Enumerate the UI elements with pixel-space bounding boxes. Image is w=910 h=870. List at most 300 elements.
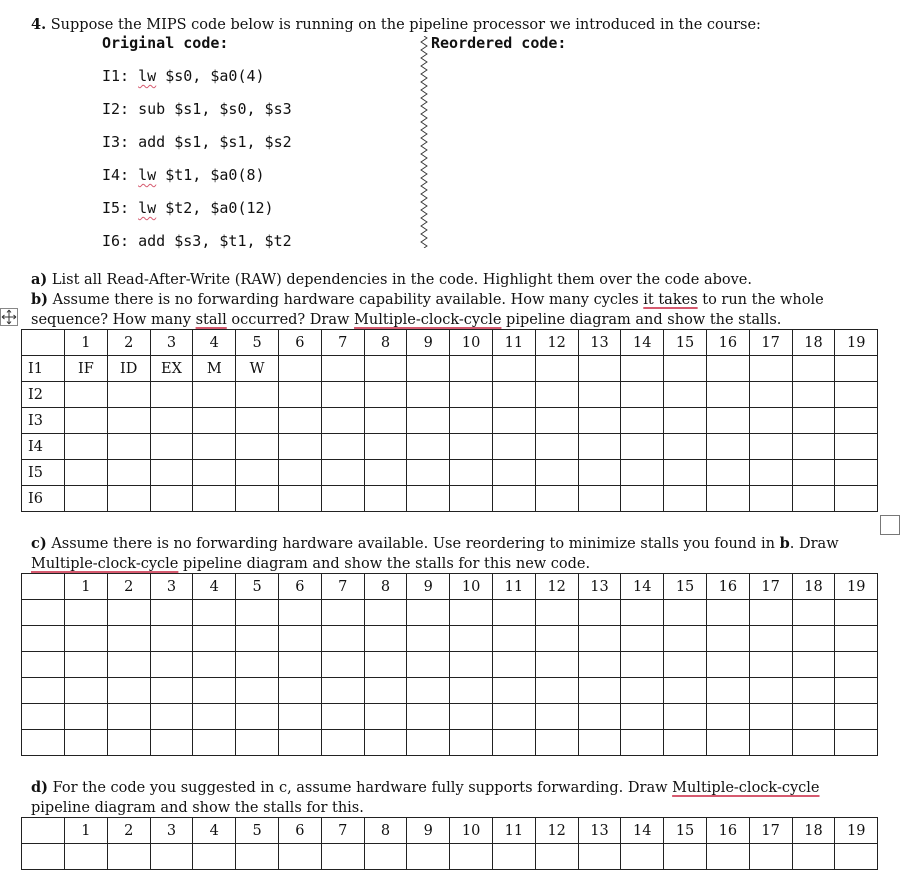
stage-cell[interactable]: [664, 678, 707, 704]
stage-cell[interactable]: [107, 486, 150, 512]
stage-cell[interactable]: [364, 382, 407, 408]
stage-cell[interactable]: [664, 730, 707, 756]
instruction-label-cell[interactable]: I6: [22, 486, 65, 512]
stage-cell[interactable]: [578, 678, 621, 704]
cycle-header-cell[interactable]: 18: [792, 330, 835, 356]
stage-cell[interactable]: [835, 704, 878, 730]
instruction-label-cell[interactable]: I2: [22, 382, 65, 408]
stage-cell[interactable]: [364, 678, 407, 704]
stage-cell[interactable]: [492, 486, 535, 512]
stage-cell[interactable]: [535, 486, 578, 512]
stage-cell[interactable]: [535, 704, 578, 730]
stage-cell[interactable]: [364, 626, 407, 652]
stage-cell[interactable]: W: [236, 356, 279, 382]
stage-cell[interactable]: [492, 678, 535, 704]
stage-cell[interactable]: [107, 704, 150, 730]
stage-cell[interactable]: [450, 434, 493, 460]
stage-cell[interactable]: [749, 626, 792, 652]
stage-cell[interactable]: [321, 356, 364, 382]
stage-cell[interactable]: [706, 486, 749, 512]
stage-cell[interactable]: [792, 704, 835, 730]
stage-cell[interactable]: [236, 408, 279, 434]
stage-cell[interactable]: [621, 486, 664, 512]
stage-cell[interactable]: [150, 408, 193, 434]
cycle-header-cell[interactable]: 19: [835, 818, 878, 844]
cycle-header-cell[interactable]: 1: [65, 574, 108, 600]
cycle-header-cell[interactable]: 10: [450, 818, 493, 844]
stage-cell[interactable]: [835, 382, 878, 408]
cycle-header-cell[interactable]: 17: [749, 818, 792, 844]
stage-cell[interactable]: [193, 434, 236, 460]
stage-cell[interactable]: [107, 626, 150, 652]
stage-cell[interactable]: [835, 626, 878, 652]
cycle-header-cell[interactable]: 8: [364, 574, 407, 600]
stage-cell[interactable]: [407, 626, 450, 652]
stage-cell[interactable]: [835, 730, 878, 756]
stage-cell[interactable]: [621, 434, 664, 460]
stage-cell[interactable]: [792, 652, 835, 678]
stage-cell[interactable]: [792, 844, 835, 870]
cycle-header-cell[interactable]: 8: [364, 818, 407, 844]
stage-cell[interactable]: [450, 356, 493, 382]
stage-cell[interactable]: [65, 704, 108, 730]
stage-cell[interactable]: [107, 434, 150, 460]
cycle-header-cell[interactable]: 4: [193, 574, 236, 600]
stage-cell[interactable]: [621, 460, 664, 486]
stage-cell[interactable]: [664, 460, 707, 486]
instruction-label-cell[interactable]: [22, 844, 65, 870]
instruction-label-cell[interactable]: [22, 600, 65, 626]
stage-cell[interactable]: [664, 844, 707, 870]
stage-cell[interactable]: [706, 356, 749, 382]
instruction-label-cell[interactable]: [22, 730, 65, 756]
stage-cell[interactable]: [578, 356, 621, 382]
stage-cell[interactable]: [236, 626, 279, 652]
stage-cell[interactable]: [236, 704, 279, 730]
stage-cell[interactable]: [492, 460, 535, 486]
stage-cell[interactable]: [492, 600, 535, 626]
cycle-header-cell[interactable]: 15: [664, 574, 707, 600]
cycle-header-cell[interactable]: 12: [535, 818, 578, 844]
cycle-header-cell[interactable]: 1: [65, 818, 108, 844]
stage-cell[interactable]: [792, 678, 835, 704]
stage-cell[interactable]: EX: [150, 356, 193, 382]
stage-cell[interactable]: [278, 626, 321, 652]
stage-cell[interactable]: [278, 678, 321, 704]
stage-cell[interactable]: [236, 434, 279, 460]
stage-cell[interactable]: [835, 460, 878, 486]
stage-cell[interactable]: [65, 434, 108, 460]
instruction-label-cell[interactable]: I4: [22, 434, 65, 460]
stage-cell[interactable]: [792, 486, 835, 512]
corner-cell[interactable]: [22, 574, 65, 600]
stage-cell[interactable]: [107, 678, 150, 704]
stage-cell[interactable]: [278, 730, 321, 756]
stage-cell[interactable]: [835, 678, 878, 704]
move-handle-icon[interactable]: [0, 308, 18, 326]
stage-cell[interactable]: [664, 382, 707, 408]
stage-cell[interactable]: [835, 844, 878, 870]
cycle-header-cell[interactable]: 6: [278, 818, 321, 844]
stage-cell[interactable]: [107, 382, 150, 408]
stage-cell[interactable]: [749, 486, 792, 512]
stage-cell[interactable]: IF: [65, 356, 108, 382]
stage-cell[interactable]: [450, 382, 493, 408]
stage-cell[interactable]: [535, 652, 578, 678]
cycle-header-cell[interactable]: 5: [236, 818, 279, 844]
stage-cell[interactable]: [706, 382, 749, 408]
cycle-header-cell[interactable]: 11: [492, 818, 535, 844]
cycle-header-cell[interactable]: 16: [706, 330, 749, 356]
stage-cell[interactable]: [278, 486, 321, 512]
stage-cell[interactable]: [792, 408, 835, 434]
stage-cell[interactable]: [664, 652, 707, 678]
cycle-header-cell[interactable]: 8: [364, 330, 407, 356]
stage-cell[interactable]: M: [193, 356, 236, 382]
stage-cell[interactable]: [749, 844, 792, 870]
cycle-header-cell[interactable]: 15: [664, 818, 707, 844]
stage-cell[interactable]: [278, 600, 321, 626]
stage-cell[interactable]: [835, 600, 878, 626]
stage-cell[interactable]: [749, 382, 792, 408]
stage-cell[interactable]: [321, 730, 364, 756]
stage-cell[interactable]: [150, 486, 193, 512]
cycle-header-cell[interactable]: 3: [150, 574, 193, 600]
cycle-header-cell[interactable]: 7: [321, 818, 364, 844]
stage-cell[interactable]: [664, 626, 707, 652]
stage-cell[interactable]: [450, 652, 493, 678]
stage-cell[interactable]: [407, 600, 450, 626]
cycle-header-cell[interactable]: 6: [278, 574, 321, 600]
cycle-header-cell[interactable]: 3: [150, 330, 193, 356]
stage-cell[interactable]: [792, 626, 835, 652]
stage-cell[interactable]: [621, 652, 664, 678]
stage-cell[interactable]: [706, 730, 749, 756]
stage-cell[interactable]: [278, 408, 321, 434]
stage-cell[interactable]: [150, 844, 193, 870]
cycle-header-cell[interactable]: 11: [492, 574, 535, 600]
stage-cell[interactable]: [193, 382, 236, 408]
stage-cell[interactable]: [150, 678, 193, 704]
stage-cell[interactable]: [535, 844, 578, 870]
cycle-header-cell[interactable]: 9: [407, 818, 450, 844]
stage-cell[interactable]: [835, 356, 878, 382]
stage-cell[interactable]: [706, 626, 749, 652]
stage-cell[interactable]: [835, 434, 878, 460]
stage-cell[interactable]: [492, 408, 535, 434]
stage-cell[interactable]: [364, 408, 407, 434]
stage-cell[interactable]: [664, 600, 707, 626]
stage-cell[interactable]: [450, 678, 493, 704]
stage-cell[interactable]: [193, 626, 236, 652]
stage-cell[interactable]: [621, 844, 664, 870]
stage-cell[interactable]: [492, 626, 535, 652]
stage-cell[interactable]: [321, 460, 364, 486]
stage-cell[interactable]: [450, 486, 493, 512]
stage-cell[interactable]: [535, 600, 578, 626]
stage-cell[interactable]: [706, 704, 749, 730]
stage-cell[interactable]: [792, 382, 835, 408]
stage-cell[interactable]: [321, 626, 364, 652]
stage-cell[interactable]: [236, 460, 279, 486]
stage-cell[interactable]: [578, 626, 621, 652]
stage-cell[interactable]: [65, 730, 108, 756]
stage-cell[interactable]: [450, 704, 493, 730]
stage-cell[interactable]: [621, 678, 664, 704]
cycle-header-cell[interactable]: 19: [835, 330, 878, 356]
stage-cell[interactable]: [578, 844, 621, 870]
stage-cell[interactable]: [65, 382, 108, 408]
cycle-header-cell[interactable]: 5: [236, 330, 279, 356]
cycle-header-cell[interactable]: 13: [578, 818, 621, 844]
stage-cell[interactable]: [193, 844, 236, 870]
stage-cell[interactable]: [621, 626, 664, 652]
stage-cell[interactable]: [65, 652, 108, 678]
cycle-header-cell[interactable]: 2: [107, 330, 150, 356]
stage-cell[interactable]: [535, 678, 578, 704]
stage-cell[interactable]: [535, 408, 578, 434]
stage-cell[interactable]: [535, 730, 578, 756]
checkbox-icon[interactable]: [880, 515, 900, 535]
cycle-header-cell[interactable]: 7: [321, 330, 364, 356]
instruction-label-cell[interactable]: [22, 704, 65, 730]
stage-cell[interactable]: [407, 434, 450, 460]
stage-cell[interactable]: [450, 408, 493, 434]
stage-cell[interactable]: [364, 730, 407, 756]
stage-cell[interactable]: [321, 652, 364, 678]
stage-cell[interactable]: [706, 600, 749, 626]
stage-cell[interactable]: [107, 460, 150, 486]
stage-cell[interactable]: [65, 408, 108, 434]
stage-cell[interactable]: [193, 486, 236, 512]
cycle-header-cell[interactable]: 15: [664, 330, 707, 356]
stage-cell[interactable]: [492, 704, 535, 730]
stage-cell[interactable]: [492, 382, 535, 408]
cycle-header-cell[interactable]: 16: [706, 818, 749, 844]
stage-cell[interactable]: [492, 356, 535, 382]
cycle-header-cell[interactable]: 11: [492, 330, 535, 356]
stage-cell[interactable]: [706, 408, 749, 434]
stage-cell[interactable]: [578, 434, 621, 460]
cycle-header-cell[interactable]: 7: [321, 574, 364, 600]
stage-cell[interactable]: [749, 678, 792, 704]
stage-cell[interactable]: [65, 678, 108, 704]
stage-cell[interactable]: [193, 600, 236, 626]
stage-cell[interactable]: [621, 730, 664, 756]
stage-cell[interactable]: [450, 730, 493, 756]
stage-cell[interactable]: [150, 730, 193, 756]
stage-cell[interactable]: [664, 434, 707, 460]
cycle-header-cell[interactable]: 13: [578, 574, 621, 600]
cycle-header-cell[interactable]: 10: [450, 574, 493, 600]
stage-cell[interactable]: [535, 356, 578, 382]
stage-cell[interactable]: [835, 486, 878, 512]
stage-cell[interactable]: [535, 382, 578, 408]
cycle-header-cell[interactable]: 14: [621, 818, 664, 844]
stage-cell[interactable]: [664, 486, 707, 512]
cycle-header-cell[interactable]: 4: [193, 818, 236, 844]
stage-cell[interactable]: [150, 460, 193, 486]
cycle-header-cell[interactable]: 18: [792, 574, 835, 600]
stage-cell[interactable]: [578, 486, 621, 512]
stage-cell[interactable]: [407, 382, 450, 408]
cycle-header-cell[interactable]: 12: [535, 574, 578, 600]
stage-cell[interactable]: [578, 730, 621, 756]
stage-cell[interactable]: [364, 844, 407, 870]
stage-cell[interactable]: [407, 844, 450, 870]
cycle-header-cell[interactable]: 14: [621, 330, 664, 356]
stage-cell[interactable]: [321, 678, 364, 704]
stage-cell[interactable]: [278, 434, 321, 460]
stage-cell[interactable]: [535, 626, 578, 652]
stage-cell[interactable]: [706, 844, 749, 870]
stage-cell[interactable]: [792, 356, 835, 382]
stage-cell[interactable]: [107, 408, 150, 434]
stage-cell[interactable]: [236, 730, 279, 756]
stage-cell[interactable]: [65, 460, 108, 486]
stage-cell[interactable]: [278, 356, 321, 382]
stage-cell[interactable]: [578, 408, 621, 434]
stage-cell[interactable]: [749, 730, 792, 756]
stage-cell[interactable]: [236, 844, 279, 870]
stage-cell[interactable]: [578, 460, 621, 486]
stage-cell[interactable]: [792, 460, 835, 486]
stage-cell[interactable]: [835, 652, 878, 678]
stage-cell[interactable]: [278, 460, 321, 486]
stage-cell[interactable]: [65, 626, 108, 652]
instruction-label-cell[interactable]: I3: [22, 408, 65, 434]
stage-cell[interactable]: [535, 460, 578, 486]
stage-cell[interactable]: [407, 486, 450, 512]
stage-cell[interactable]: [450, 460, 493, 486]
cycle-header-cell[interactable]: 2: [107, 818, 150, 844]
stage-cell[interactable]: [578, 382, 621, 408]
stage-cell[interactable]: [364, 356, 407, 382]
stage-cell[interactable]: [364, 652, 407, 678]
stage-cell[interactable]: [150, 652, 193, 678]
cycle-header-cell[interactable]: 5: [236, 574, 279, 600]
cycle-header-cell[interactable]: 19: [835, 574, 878, 600]
cycle-header-cell[interactable]: 10: [450, 330, 493, 356]
instruction-label-cell[interactable]: [22, 678, 65, 704]
stage-cell[interactable]: [364, 486, 407, 512]
stage-cell[interactable]: [450, 844, 493, 870]
stage-cell[interactable]: [706, 678, 749, 704]
stage-cell[interactable]: [621, 600, 664, 626]
stage-cell[interactable]: [621, 704, 664, 730]
stage-cell[interactable]: [664, 356, 707, 382]
stage-cell[interactable]: [792, 434, 835, 460]
stage-cell[interactable]: [364, 600, 407, 626]
stage-cell[interactable]: [492, 730, 535, 756]
stage-cell[interactable]: [193, 408, 236, 434]
stage-cell[interactable]: [321, 434, 364, 460]
stage-cell[interactable]: [364, 460, 407, 486]
stage-cell[interactable]: [193, 652, 236, 678]
stage-cell[interactable]: [407, 730, 450, 756]
stage-cell[interactable]: [364, 704, 407, 730]
stage-cell[interactable]: [492, 652, 535, 678]
stage-cell[interactable]: [107, 600, 150, 626]
stage-cell[interactable]: [321, 844, 364, 870]
stage-cell[interactable]: [749, 704, 792, 730]
stage-cell[interactable]: [278, 844, 321, 870]
stage-cell[interactable]: [535, 434, 578, 460]
stage-cell[interactable]: [193, 678, 236, 704]
stage-cell[interactable]: [107, 652, 150, 678]
stage-cell[interactable]: [65, 844, 108, 870]
stage-cell[interactable]: [664, 704, 707, 730]
stage-cell[interactable]: [621, 408, 664, 434]
stage-cell[interactable]: [450, 600, 493, 626]
stage-cell[interactable]: [664, 408, 707, 434]
stage-cell[interactable]: [792, 730, 835, 756]
stage-cell[interactable]: [578, 704, 621, 730]
stage-cell[interactable]: [321, 600, 364, 626]
stage-cell[interactable]: [150, 434, 193, 460]
stage-cell[interactable]: [792, 600, 835, 626]
stage-cell[interactable]: [835, 408, 878, 434]
stage-cell[interactable]: [236, 600, 279, 626]
stage-cell[interactable]: [578, 652, 621, 678]
stage-cell[interactable]: [407, 678, 450, 704]
stage-cell[interactable]: [236, 652, 279, 678]
cycle-header-cell[interactable]: 12: [535, 330, 578, 356]
cycle-header-cell[interactable]: 1: [65, 330, 108, 356]
stage-cell[interactable]: [407, 652, 450, 678]
stage-cell[interactable]: [578, 600, 621, 626]
cycle-header-cell[interactable]: 13: [578, 330, 621, 356]
stage-cell[interactable]: [749, 408, 792, 434]
stage-cell[interactable]: [407, 704, 450, 730]
stage-cell[interactable]: [236, 678, 279, 704]
stage-cell[interactable]: [107, 844, 150, 870]
cycle-header-cell[interactable]: 3: [150, 818, 193, 844]
instruction-label-cell[interactable]: I5: [22, 460, 65, 486]
stage-cell[interactable]: [749, 652, 792, 678]
stage-cell[interactable]: [150, 600, 193, 626]
stage-cell[interactable]: [321, 382, 364, 408]
stage-cell[interactable]: [65, 600, 108, 626]
stage-cell[interactable]: [107, 730, 150, 756]
stage-cell[interactable]: [193, 460, 236, 486]
stage-cell[interactable]: [278, 382, 321, 408]
stage-cell[interactable]: [749, 460, 792, 486]
stage-cell[interactable]: [492, 434, 535, 460]
cycle-header-cell[interactable]: 14: [621, 574, 664, 600]
stage-cell[interactable]: [65, 486, 108, 512]
cycle-header-cell[interactable]: 18: [792, 818, 835, 844]
stage-cell[interactable]: [706, 434, 749, 460]
cycle-header-cell[interactable]: 9: [407, 330, 450, 356]
cycle-header-cell[interactable]: 9: [407, 574, 450, 600]
stage-cell[interactable]: [150, 382, 193, 408]
stage-cell[interactable]: [492, 844, 535, 870]
stage-cell[interactable]: [364, 434, 407, 460]
stage-cell[interactable]: [706, 652, 749, 678]
stage-cell[interactable]: [278, 652, 321, 678]
stage-cell[interactable]: [278, 704, 321, 730]
instruction-label-cell[interactable]: [22, 652, 65, 678]
stage-cell[interactable]: [749, 434, 792, 460]
stage-cell[interactable]: [621, 382, 664, 408]
cycle-header-cell[interactable]: 16: [706, 574, 749, 600]
stage-cell[interactable]: [236, 486, 279, 512]
corner-cell[interactable]: [22, 818, 65, 844]
stage-cell[interactable]: [407, 408, 450, 434]
stage-cell[interactable]: [150, 704, 193, 730]
stage-cell[interactable]: [236, 382, 279, 408]
